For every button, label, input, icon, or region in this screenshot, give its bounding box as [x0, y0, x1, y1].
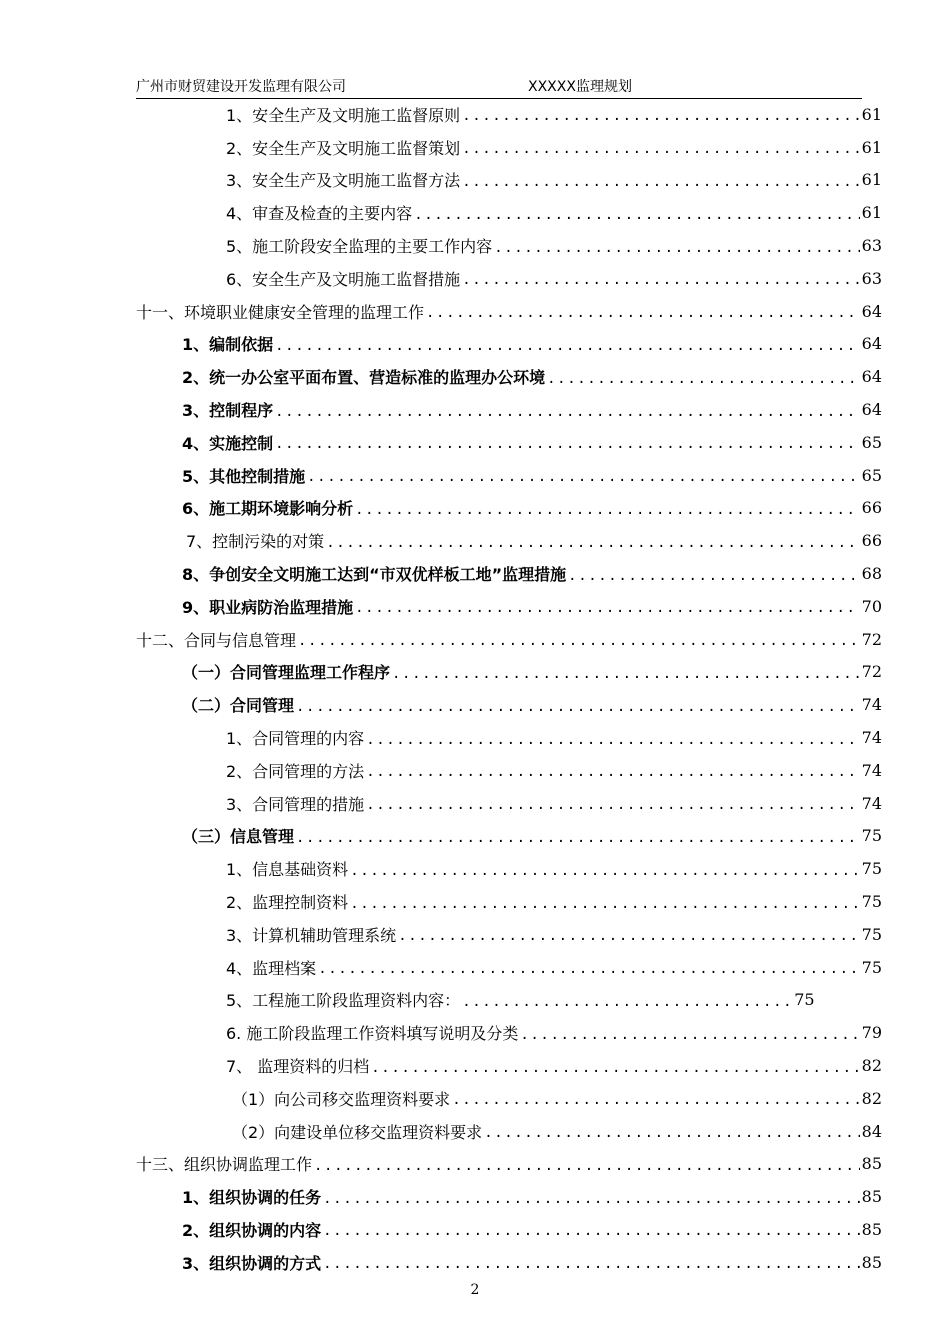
- toc-dot-leader: [323, 1220, 860, 1238]
- toc-dot-leader: [275, 433, 860, 451]
- toc-entry-title: 十三、组织协调监理工作: [136, 1155, 313, 1175]
- toc-entry-page-number: 84: [861, 1121, 882, 1141]
- toc-dot-leader: [568, 565, 859, 583]
- toc-entry[interactable]: [136, 1246, 882, 1279]
- toc-dot-leader: [296, 827, 860, 845]
- page-number: 2: [470, 1282, 480, 1298]
- toc-entry-title: （一）合同管理监理工作程序: [182, 663, 391, 683]
- toc-dot-leader: [547, 368, 860, 386]
- toc-dot-leader: [355, 597, 860, 615]
- toc-entry[interactable]: [136, 984, 882, 1017]
- toc-entry[interactable]: [136, 492, 882, 525]
- toc-entry-page-number: 64: [861, 334, 882, 354]
- toc-dot-leader: [426, 302, 860, 320]
- toc-dot-leader: [275, 401, 860, 419]
- toc-entry[interactable]: [136, 852, 882, 885]
- toc-dot-leader: [462, 138, 859, 156]
- toc-entry-title: 8、争创安全文明施工达到“市双优样板工地”监理措施: [182, 565, 567, 585]
- toc-entry[interactable]: [136, 787, 882, 820]
- toc-dot-leader: [462, 991, 792, 1009]
- toc-entry-title: 1、合同管理的内容: [226, 729, 365, 749]
- toc-entry[interactable]: [136, 1148, 882, 1181]
- toc-entry-page-number: 70: [861, 596, 882, 616]
- toc-dot-leader: [371, 1057, 859, 1075]
- toc-entry[interactable]: [136, 426, 882, 459]
- toc-entry[interactable]: [136, 196, 882, 229]
- toc-entry[interactable]: [136, 656, 882, 689]
- toc-entry-title: 4、监理档案: [226, 958, 317, 978]
- toc-entry[interactable]: [136, 721, 882, 754]
- toc-entry-title: 1、信息基础资料: [226, 860, 349, 880]
- toc-entry-page-number: 85: [861, 1219, 882, 1239]
- toc-entry-title: 2、安全生产及文明施工监督策划: [226, 138, 461, 158]
- toc-dot-leader: [494, 237, 859, 255]
- toc-entry-page-number: 61: [861, 203, 882, 223]
- toc-entry-page-number: 74: [861, 728, 882, 748]
- toc-dot-leader: [462, 171, 859, 189]
- toc-entry-page-number: 75: [861, 892, 882, 912]
- toc-entry-page-number: 82: [861, 1056, 882, 1075]
- toc-dot-leader: [398, 925, 859, 943]
- toc-entry-title: 5、工程施工阶段监理资料内容：: [226, 991, 461, 1011]
- toc-entry-title: 6、安全生产及文明施工监督措施: [226, 269, 461, 289]
- toc-entry[interactable]: [136, 1115, 882, 1148]
- toc-entry[interactable]: [136, 98, 882, 131]
- toc-entry-title: 4、实施控制: [182, 433, 274, 453]
- company-name: 广州市财贸建设开发监理有限公司: [136, 79, 346, 95]
- toc-entry[interactable]: [136, 131, 882, 164]
- toc-dot-leader: [350, 893, 859, 911]
- toc-entry-title: 5、其他控制措施: [182, 466, 306, 486]
- toc-dot-leader: [462, 269, 859, 287]
- toc-entry-page-number: 64: [861, 301, 882, 321]
- toc-entry[interactable]: [136, 459, 882, 492]
- toc-entry-title: 3、合同管理的措施: [226, 794, 365, 814]
- toc-dot-leader: [484, 1122, 859, 1140]
- toc-entry-page-number: 74: [861, 695, 882, 715]
- toc-dot-leader: [366, 729, 859, 747]
- toc-entry-page-number: 72: [861, 629, 882, 649]
- toc-dot-leader: [366, 794, 859, 812]
- toc-entry-title: 十一、环境职业健康安全管理的监理工作: [136, 302, 425, 322]
- toc-entry[interactable]: [136, 951, 882, 984]
- toc-entry-page-number: 75: [861, 826, 882, 846]
- document-title: XXXXX监理规划: [528, 79, 632, 95]
- toc-entry[interactable]: [136, 328, 882, 361]
- toc-entry[interactable]: [136, 164, 882, 197]
- toc-dot-leader: [298, 630, 860, 648]
- toc-dot-leader: [414, 204, 859, 222]
- toc-entry-page-number: 82: [861, 1088, 882, 1108]
- toc-entry-title: 2、合同管理的方法: [226, 761, 365, 781]
- toc-entry[interactable]: [136, 295, 882, 328]
- toc-entry[interactable]: [136, 524, 882, 557]
- toc-entry-title: （2）向建设单位移交监理资料要求: [232, 1122, 483, 1142]
- toc-dot-leader: [296, 696, 860, 714]
- toc-entry-title: 十二、合同与信息管理: [136, 630, 297, 650]
- page-header: [136, 76, 862, 99]
- toc-entry-page-number: 85: [861, 1252, 882, 1272]
- toc-entry-page-number: 75: [794, 990, 815, 1010]
- toc-dot-leader: [452, 1089, 859, 1107]
- toc-entry[interactable]: [136, 360, 882, 393]
- toc-entry-title: 3、计算机辅助管理系统: [226, 925, 397, 945]
- toc-entry-title: 6、施工期环境影响分析: [182, 499, 354, 519]
- toc-entry-title: 1、安全生产及文明施工监督原则: [226, 105, 461, 125]
- toc-entry-page-number: 79: [861, 1023, 882, 1043]
- toc-entry-title: 3、控制程序: [182, 401, 274, 421]
- toc-entry[interactable]: [136, 1082, 882, 1115]
- toc-entry-title: 2、统一办公室平面布置、营造标准的监理办公环境: [182, 368, 546, 388]
- toc-entry[interactable]: [136, 885, 882, 918]
- toc-entry-page-number: 68: [861, 564, 882, 584]
- toc-entry[interactable]: [136, 557, 882, 590]
- toc-entry-page-number: 85: [861, 1154, 882, 1174]
- toc-entry-page-number: 75: [861, 924, 882, 944]
- toc-entry-title: 3、安全生产及文明施工监督方法: [226, 171, 461, 191]
- toc-entry-page-number: 65: [861, 432, 882, 452]
- toc-entry-page-number: 61: [861, 137, 882, 157]
- toc-entry-page-number: 61: [861, 104, 882, 124]
- toc-entry-title: （三）信息管理: [182, 827, 295, 847]
- toc-dot-leader: [323, 1188, 860, 1206]
- toc-entry-page-number: 75: [861, 957, 882, 977]
- toc-entry-page-number: 74: [861, 793, 882, 813]
- toc-entry[interactable]: [136, 820, 882, 853]
- toc-entry-title: 1、编制依据: [182, 335, 274, 355]
- toc-entry-title: 5、施工阶段安全监理的主要工作内容: [226, 237, 493, 257]
- toc-dot-leader: [275, 335, 860, 353]
- toc-entry-title: （1）向公司移交监理资料要求: [232, 1089, 451, 1109]
- toc-entry-page-number: 85: [861, 1187, 882, 1207]
- toc-entry-title: 7、控制污染的对策: [186, 532, 325, 552]
- toc-entry[interactable]: [136, 262, 882, 295]
- toc-entry[interactable]: [136, 393, 882, 426]
- table-of-contents: [136, 98, 882, 1279]
- toc-entry-page-number: 63: [861, 268, 882, 288]
- toc-dot-leader: [307, 466, 860, 484]
- toc-entry-page-number: 66: [861, 498, 882, 518]
- toc-entry-title: 7、 监理资料的归档: [226, 1057, 370, 1076]
- toc-dot-leader: [323, 1253, 860, 1271]
- toc-dot-leader: [366, 761, 859, 779]
- toc-dot-leader: [326, 532, 859, 550]
- toc-dot-leader: [462, 105, 859, 123]
- toc-entry[interactable]: [136, 590, 882, 623]
- toc-entry[interactable]: [136, 1049, 882, 1082]
- toc-entry[interactable]: [136, 623, 882, 656]
- toc-entry-title: 2、组织协调的内容: [182, 1220, 322, 1240]
- toc-entry[interactable]: [136, 754, 882, 787]
- toc-entry-page-number: 63: [861, 236, 882, 256]
- toc-dot-leader: [355, 499, 860, 517]
- toc-entry[interactable]: [136, 918, 882, 951]
- toc-entry-page-number: 75: [861, 859, 882, 879]
- toc-entry-page-number: 66: [861, 531, 882, 551]
- toc-dot-leader: [314, 1155, 860, 1173]
- toc-entry-page-number: 61: [861, 170, 882, 190]
- toc-entry-page-number: 64: [861, 400, 882, 420]
- toc-entry-page-number: 65: [861, 465, 882, 485]
- toc-entry-title: 1、组织协调的任务: [182, 1188, 322, 1208]
- toc-dot-leader: [318, 958, 859, 976]
- toc-entry[interactable]: [136, 1213, 882, 1246]
- toc-entry-title: 2、监理控制资料: [226, 893, 349, 913]
- toc-dot-leader: [350, 860, 859, 878]
- toc-entry-title: 3、组织协调的方式: [182, 1253, 322, 1273]
- toc-entry[interactable]: [136, 688, 882, 721]
- toc-entry[interactable]: [136, 229, 882, 262]
- toc-entry-title: 6. 施工阶段监理工作资料填写说明及分类: [226, 1024, 519, 1044]
- toc-entry[interactable]: [136, 1180, 882, 1213]
- toc-entry[interactable]: [136, 1016, 882, 1049]
- toc-entry-page-number: 64: [861, 367, 882, 387]
- toc-entry-title: （二）合同管理: [182, 696, 295, 716]
- toc-dot-leader: [392, 663, 860, 681]
- toc-entry-page-number: 72: [861, 662, 882, 682]
- toc-entry-page-number: 74: [861, 760, 882, 780]
- toc-dot-leader: [520, 1024, 859, 1042]
- toc-entry-title: 4、审查及检查的主要内容: [226, 204, 413, 224]
- toc-entry-title: 9、职业病防治监理措施: [182, 597, 354, 617]
